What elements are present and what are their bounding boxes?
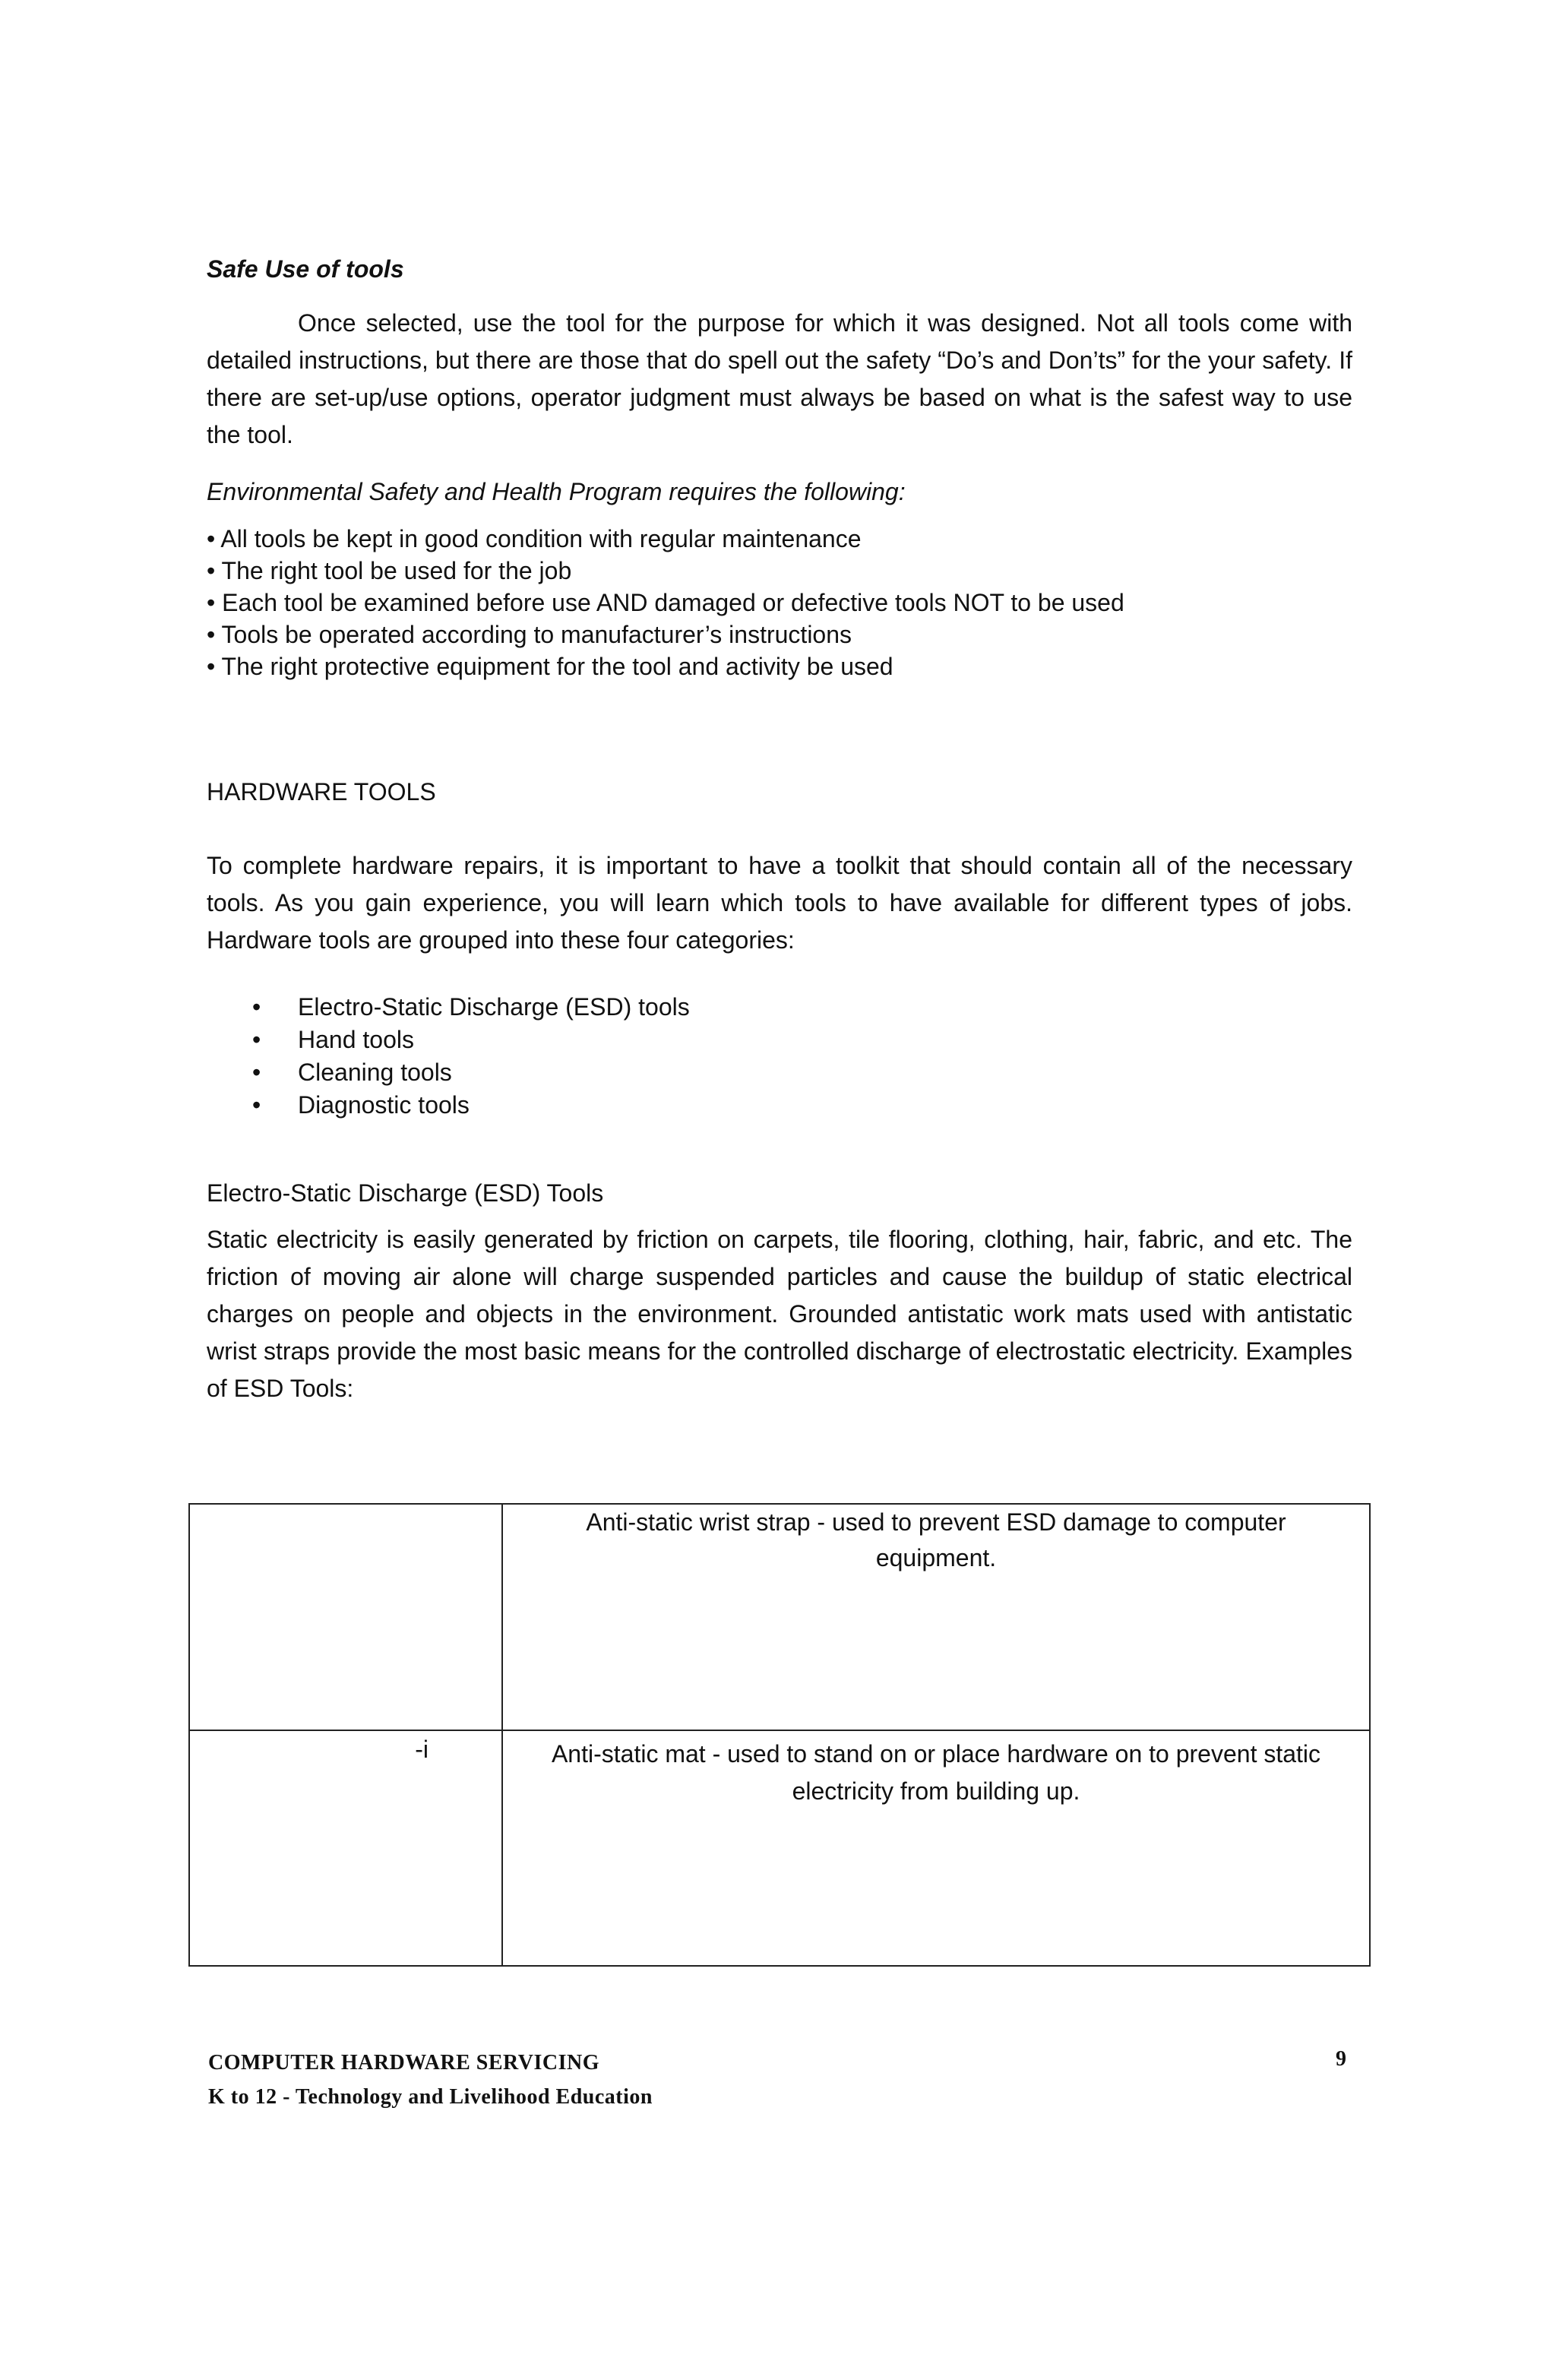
list-item: • Cleaning tools bbox=[207, 1056, 1352, 1089]
table-row bbox=[189, 1504, 1370, 1730]
esd-paragraph: Static electricity is easily generated by friction on carpets, tile flooring, clothing, hair, fabric, and etc. The friction of moving air alone will charge suspended particles and cause the buildup of static electrical charges on people and objects in the environment. Grounded antistatic work mats used with antistatic wrist straps provide the most basic means for the controlled discharge of electrostatic electricity. Examples of ESD Tools: bbox=[207, 1226, 1352, 1402]
list-item: • The right tool be used for the job bbox=[207, 555, 1352, 587]
list-item: • All tools be kept in good condition with regular maintenance bbox=[207, 523, 1352, 555]
list-item: • Each tool be examined before use AND damaged or defective tools NOT to be used bbox=[207, 587, 1352, 619]
requirements-list bbox=[207, 523, 1352, 682]
list-item: • The right protective equipment for the tool and activity be used bbox=[207, 650, 1352, 682]
list-item: • Electro-Static Discharge (ESD) tools bbox=[207, 991, 1352, 1024]
description-cell: Anti-static mat - used to stand on or place hardware on to prevent static electricity from building up. bbox=[502, 1730, 1370, 1966]
esd-tools-table bbox=[188, 1503, 1371, 1967]
footer-title: COMPUTER HARDWARE SERVICING bbox=[208, 2051, 599, 2075]
list-item: • Tools be operated according to manufacturer’s instructions bbox=[207, 619, 1352, 650]
cell-mark: -i bbox=[415, 1736, 429, 1763]
program-intro: Environmental Safety and Health Program requires the following: bbox=[207, 478, 906, 505]
main-content bbox=[207, 251, 1352, 1407]
table-row bbox=[189, 1730, 1370, 1966]
hardware-tools-heading: HARDWARE TOOLS bbox=[207, 778, 436, 805]
footer bbox=[208, 2046, 653, 2114]
safe-use-paragraph: Once selected, use the tool for the purpose for which it was designed. Not all tools come with detailed instructions, but there are those that do spell out the safety “Do’s and Don’ts” for the your safety. If there are set-up/use options, operator judgment must always be based on what is the safest way to use the tool. bbox=[207, 309, 1352, 448]
footer-subtitle: K to 12 - Technology and Livelihood Education bbox=[208, 2085, 653, 2109]
esd-heading: Electro-Static Discharge (ESD) Tools bbox=[207, 1179, 604, 1207]
safe-use-heading: Safe Use of tools bbox=[207, 255, 404, 283]
list-item: • Hand tools bbox=[207, 1024, 1352, 1056]
categories-list bbox=[207, 991, 1352, 1122]
list-item: • Diagnostic tools bbox=[207, 1089, 1352, 1122]
hardware-tools-paragraph: To complete hardware repairs, it is important to have a toolkit that should contain all of the necessary tools. As you gain experience, you will learn which tools to have available for different types of jobs. Hardware tools are grouped into these four categories: bbox=[207, 852, 1352, 954]
image-cell bbox=[189, 1730, 502, 1966]
description-cell: Anti-static wrist strap - used to prevent ESD damage to computer equipment. bbox=[502, 1504, 1370, 1730]
image-cell bbox=[189, 1504, 502, 1730]
page-number: 9 bbox=[1336, 2047, 1346, 2071]
